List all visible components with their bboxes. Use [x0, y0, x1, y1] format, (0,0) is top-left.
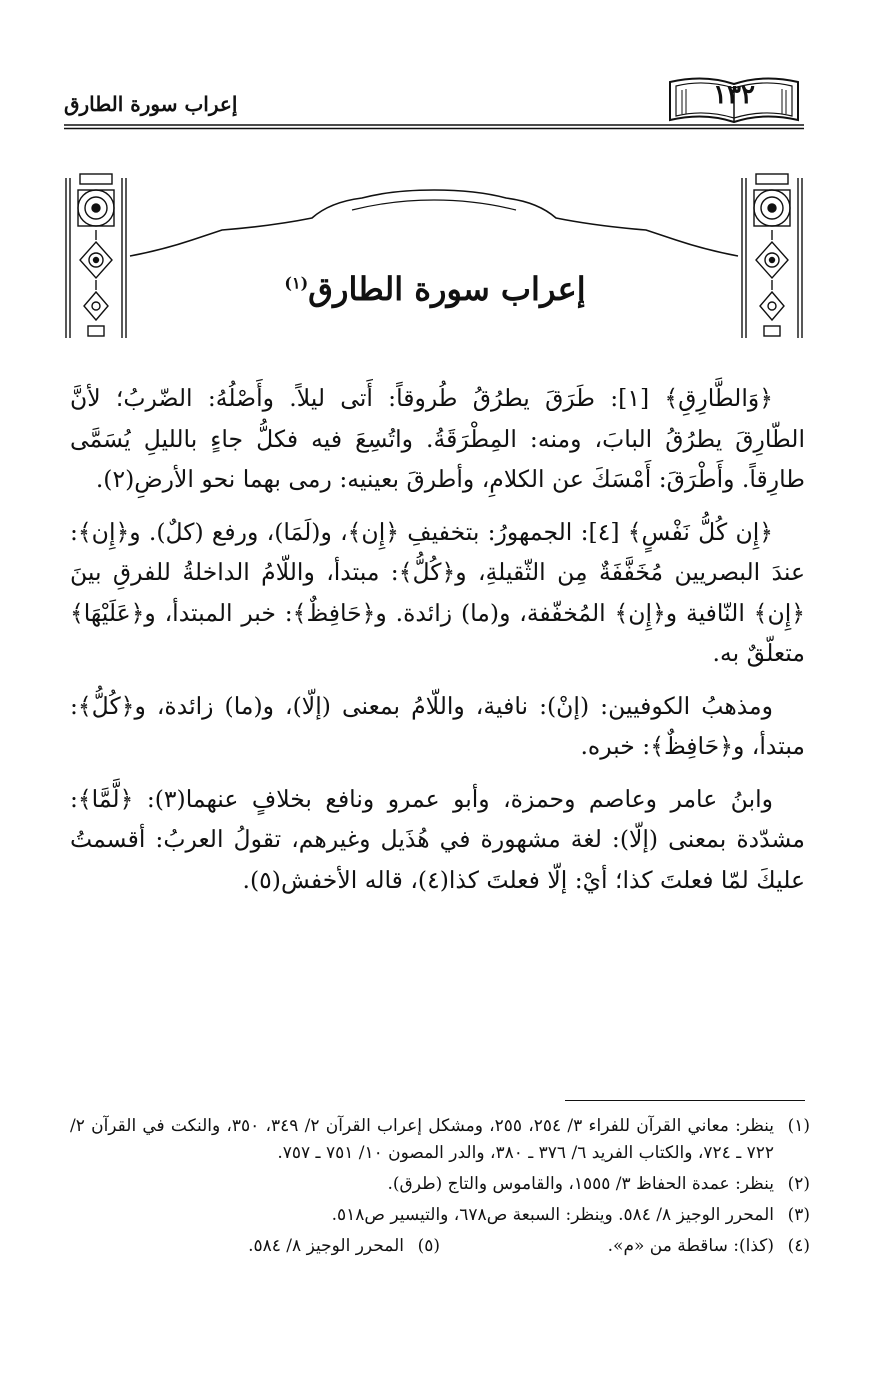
- footnote-pair: [70, 1233, 810, 1260]
- footnote-separator: [565, 1100, 805, 1101]
- surah-title-text: إعراب سورة الطارق: [308, 270, 586, 308]
- paragraph: وابنُ عامر وعاصم وحمزة، وأبو عمرو ونافع بخلافٍ عنهما(٣): ﴿لَّمَّا﴾: مشدّدة بمعنى (إلّا): لغة مشهورة في هُذَيل وغيرهم، تقولُ العربُ: أقسمتُ عليكَ لمّا فعلتَ كذا؛ أيْ: إلّا فعلتَ كذا(٤)، قاله الأخفش(٥).: [70, 784, 805, 894]
- surah-title: [200, 270, 670, 308]
- title-footnote-marker: (١): [284, 273, 309, 293]
- footnote-text: ينظر: عمدة الحفاظ ٣/ ١٥٥٥، والقاموس والتاج (طرق).: [387, 1174, 774, 1194]
- footnote-number: (١): [787, 1116, 810, 1136]
- body-text: [70, 378, 805, 912]
- footnote-text: ينظر: معاني القرآن للفراء ٣/ ٢٥٤، ٢٥٥، ومشكل إعراب القرآن ٢/ ٣٤٩، ٣٥٠، والنكت في القرآن ٢/ ٧٢٢ ـ ٧٢٤، والكتاب الفريد ٦/ ٣٧٦ ـ ٣٨٠، والدر المصون ١٠/ ٧٥١ ـ ٧٥٧.: [70, 1116, 775, 1163]
- title-ornament: [62, 170, 806, 345]
- footnote-text: المحرر الوجيز ٨/ ٥٨٤.: [248, 1236, 404, 1256]
- footnote: [440, 1233, 810, 1260]
- paragraph: ومذهبُ الكوفيين: (إنْ): نافية، واللّامُ بمعنى (إلّا)، و(ما) زائدة، و﴿كُلُّ﴾: مبتدأ، و﴿حَافِظٌ﴾: خبره.: [70, 691, 805, 760]
- header-rule: [64, 124, 804, 130]
- footnote-text: المحرر الوجيز ٨/ ٥٨٤. وينظر: السبعة ص٦٧٨، والتيسير ص٥١٨.: [331, 1205, 774, 1225]
- page-number: ١٣٢: [713, 80, 755, 110]
- footnote-text: (كذا): ساقطة من «م».: [607, 1236, 774, 1256]
- running-header: [64, 72, 804, 132]
- paragraph: ﴿إِن كُلُّ نَفْسٍ﴾ [٤]: الجمهورُ: بتخفيفِ ﴿إِن﴾، و(لَمَا)، ورفع (كلٌ). و﴿إِن﴾: عندَ البصريين مُخَفَّفَةٌ مِن الثّقيلةِ، و﴿كُلُّ﴾: مبتدأ، واللّامُ الداخلةُ للفرقِ بينَ ﴿إِن﴾ النّافية و﴿إِن﴾ المُخفّفة، و(ما) زائدة. و﴿حَافِظٌ﴾: خبر المبتدأ، و﴿عَلَيْهَا﴾ متعلّقٌ به.: [70, 517, 805, 667]
- footnote: [70, 1113, 810, 1167]
- footnote: [70, 1171, 810, 1198]
- footnote-number: (٤): [787, 1236, 810, 1256]
- paragraph: ﴿وَالطَّارِقِ﴾ [١]: طَرَقَ يطرُقُ طُروقاً: أَتى ليلاً. وأَصْلُهُ: الضّربُ؛ لأنَّ الطّارِقَ يطرُقُ البابَ، ومنه: المِطْرَقَةُ. واتُسِعَ فيه فكلُّ جاءٍ بالليلِ يُسَمَّى طارِقاً. وأَطْرَقَ: أَمْسَكَ عن الكلامِ، وأطرقَ بعينيه: رمى بهما نحو الأرضِ(٢).: [70, 384, 805, 493]
- footnote-number: (٣): [787, 1205, 810, 1225]
- footnote: [70, 1202, 810, 1229]
- running-title: إعراب سورة الطارق: [64, 92, 238, 116]
- footnotes: [70, 1113, 810, 1260]
- footnote: [70, 1233, 440, 1260]
- footnote-number: (٥): [417, 1236, 440, 1256]
- footnote-number: (٢): [787, 1174, 810, 1194]
